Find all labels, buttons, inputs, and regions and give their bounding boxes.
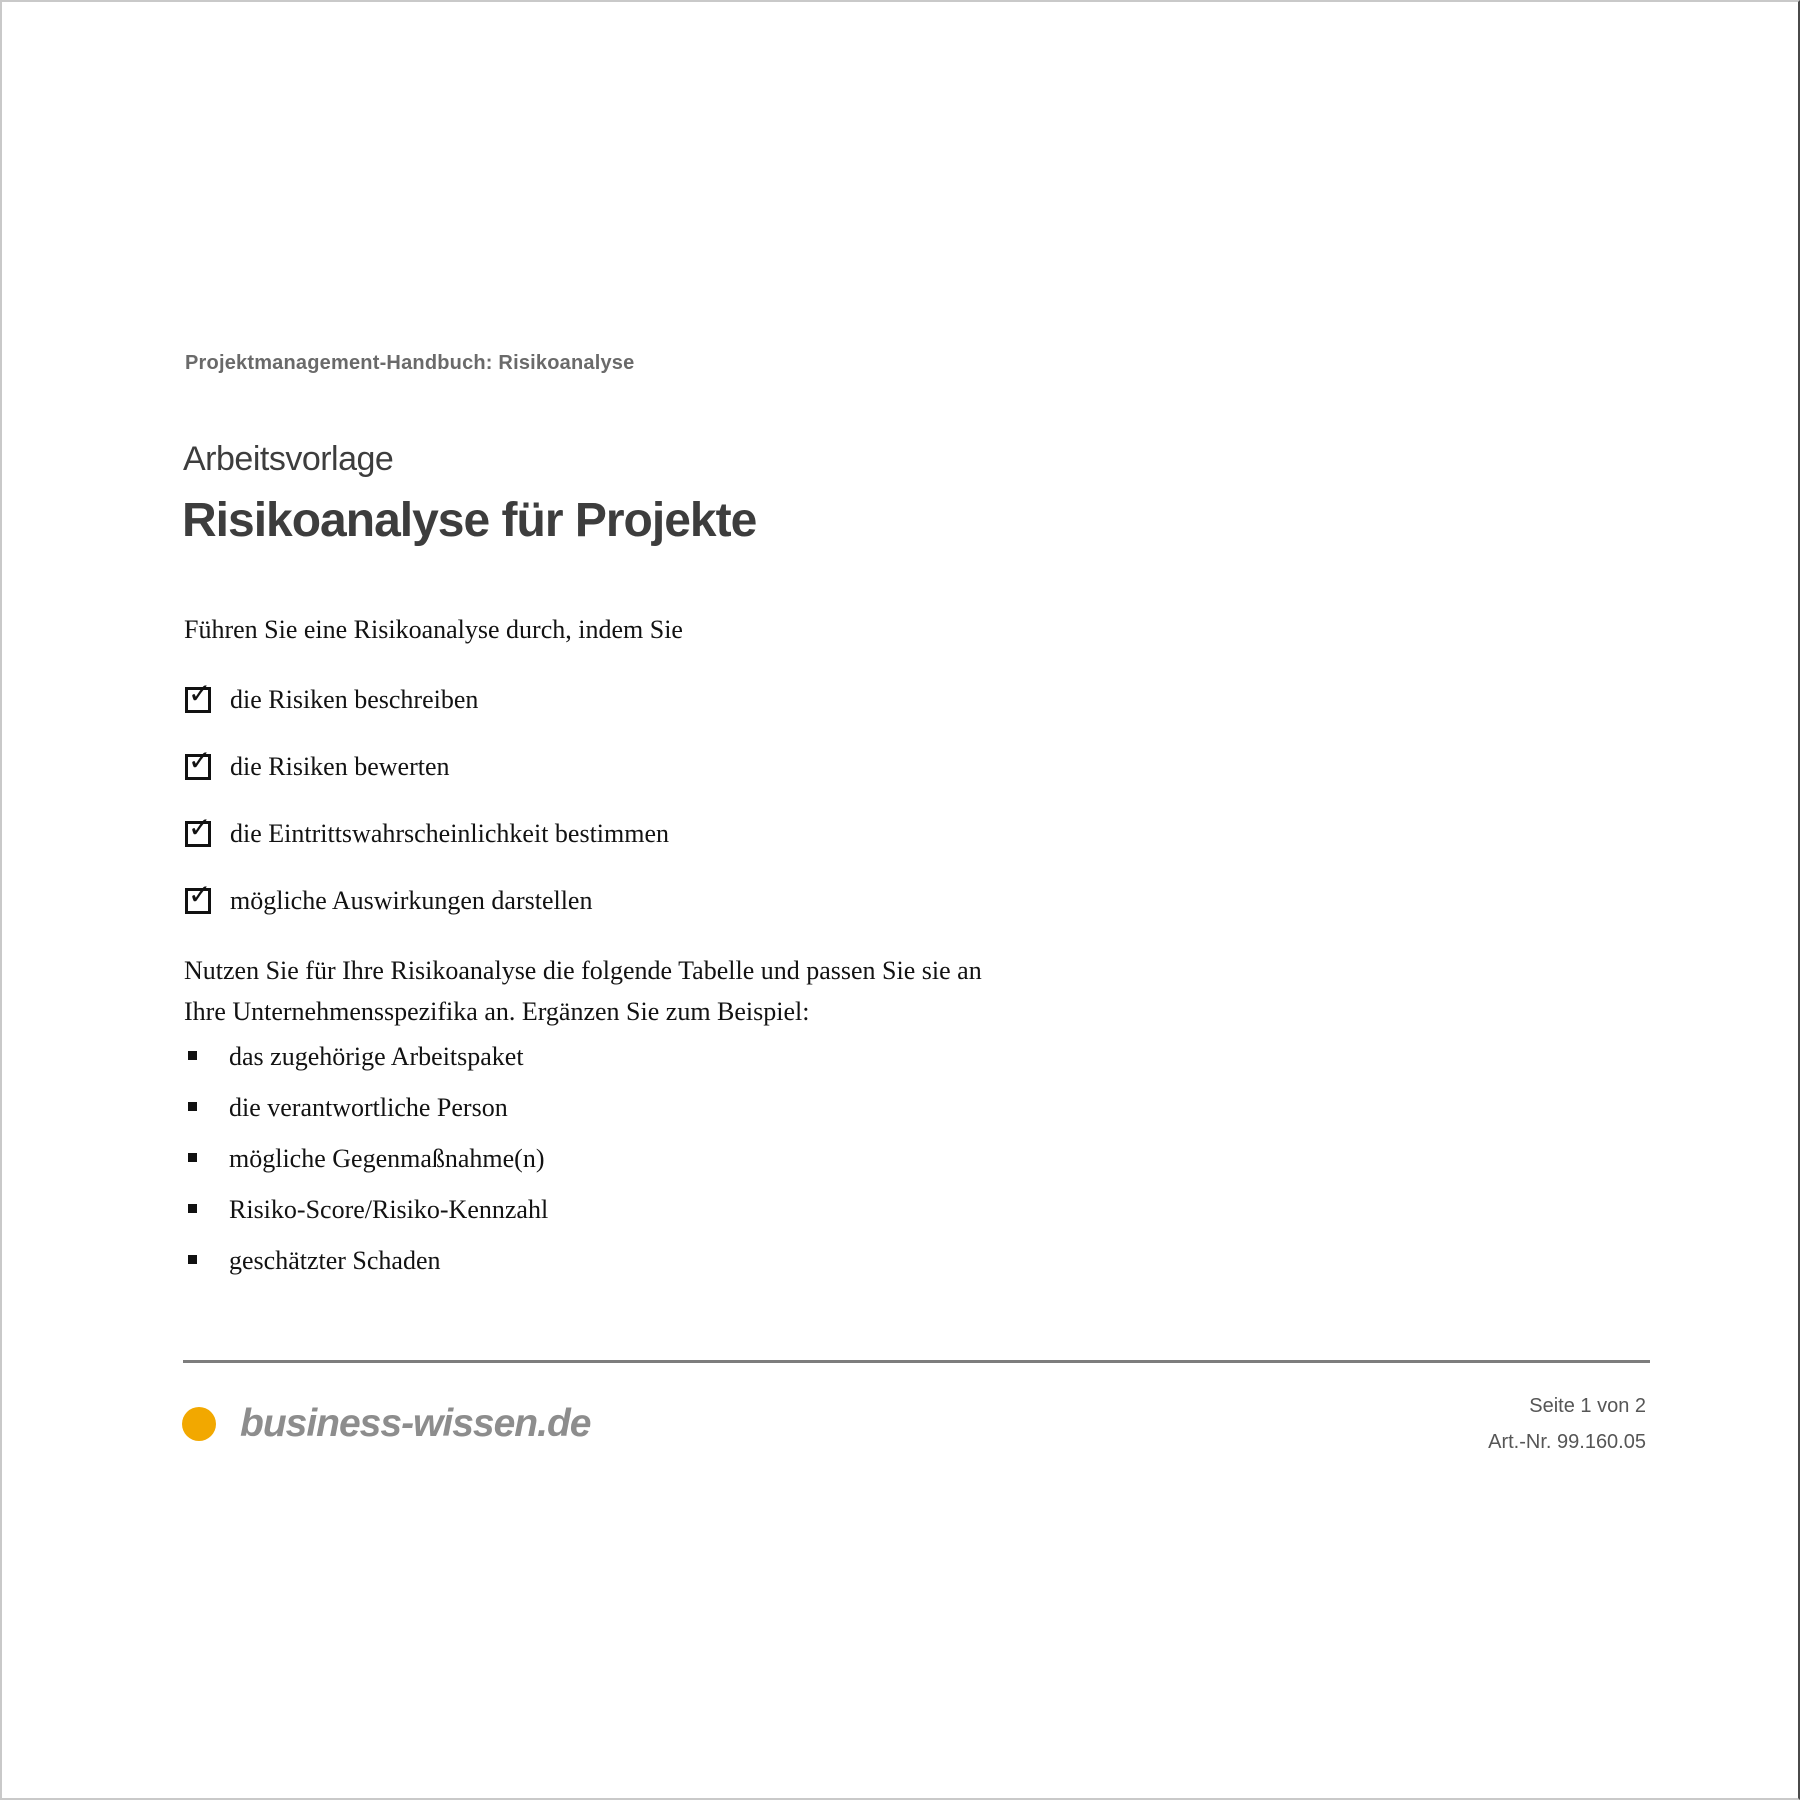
checklist-item bbox=[185, 744, 669, 785]
logo-dot-icon bbox=[182, 1407, 216, 1441]
checklist bbox=[185, 677, 670, 919]
footer-logo bbox=[182, 1402, 590, 1446]
bullet-item-label: mögliche Gegenmaßnahme(n) bbox=[229, 1144, 545, 1173]
bullet-item-label: das zugehörige Arbeitspaket bbox=[229, 1042, 524, 1071]
intro-text: Führen Sie eine Risikoanalyse durch, indem Sie bbox=[184, 615, 683, 644]
bullet-item-label: die verantwortliche Person bbox=[229, 1093, 508, 1122]
body-paragraph-line: Ihre Unternehmensspezifika an. Ergänzen Sie zum Beispiel: bbox=[184, 997, 810, 1026]
bullet-list bbox=[188, 1042, 548, 1277]
bullet-item-label: Risiko-Score/Risiko-Kennzahl bbox=[229, 1195, 549, 1224]
logo-text: business-wissen.de bbox=[240, 1402, 591, 1445]
bullet-icon bbox=[188, 1153, 197, 1162]
checklist-item-label: mögliche Auswirkungen darstellen bbox=[230, 886, 593, 915]
checklist-item-label: die Eintrittswahrscheinlichkeit bestimmen bbox=[230, 819, 670, 848]
checklist-item bbox=[185, 878, 669, 919]
bullet-icon bbox=[188, 1051, 197, 1060]
bullet-item bbox=[188, 1093, 548, 1124]
checked-checkbox-icon bbox=[185, 677, 212, 713]
article-number: Art.-Nr. 99.160.05 bbox=[1488, 1431, 1646, 1453]
checklist-item-label: die Risiken bewerten bbox=[230, 752, 450, 781]
page-number: Seite 1 von 2 bbox=[1529, 1395, 1646, 1417]
subtitle: Arbeitsvorlage bbox=[183, 440, 394, 478]
checklist-item bbox=[185, 811, 670, 852]
checklist-item-label: die Risiken beschreiben bbox=[230, 685, 479, 714]
checked-checkbox-icon bbox=[185, 811, 212, 847]
body-paragraph bbox=[184, 950, 982, 1032]
bullet-item-label: geschätzter Schaden bbox=[229, 1246, 441, 1275]
bullet-item bbox=[188, 1144, 548, 1175]
document-header: Projektmanagement-Handbuch: Risikoanalyse bbox=[185, 352, 635, 374]
bullet-item bbox=[188, 1042, 548, 1073]
footer-divider bbox=[183, 1360, 1650, 1363]
checked-checkbox-icon bbox=[185, 744, 212, 780]
footer-meta bbox=[1488, 1388, 1646, 1460]
bullet-item bbox=[188, 1195, 548, 1226]
bullet-icon bbox=[188, 1255, 197, 1264]
check-tick-icon: ✓ bbox=[188, 878, 212, 911]
checklist-item bbox=[185, 677, 669, 718]
check-tick-icon: ✓ bbox=[188, 677, 212, 710]
body-paragraph-line: Nutzen Sie für Ihre Risikoanalyse die folgende Tabelle und passen Sie sie an bbox=[184, 956, 982, 985]
bullet-item bbox=[188, 1246, 548, 1277]
bullet-icon bbox=[188, 1102, 197, 1111]
checked-checkbox-icon bbox=[185, 878, 212, 914]
bullet-icon bbox=[188, 1204, 197, 1213]
check-tick-icon: ✓ bbox=[188, 744, 212, 777]
check-tick-icon: ✓ bbox=[188, 811, 212, 844]
page-title: Risikoanalyse für Projekte bbox=[182, 494, 757, 547]
